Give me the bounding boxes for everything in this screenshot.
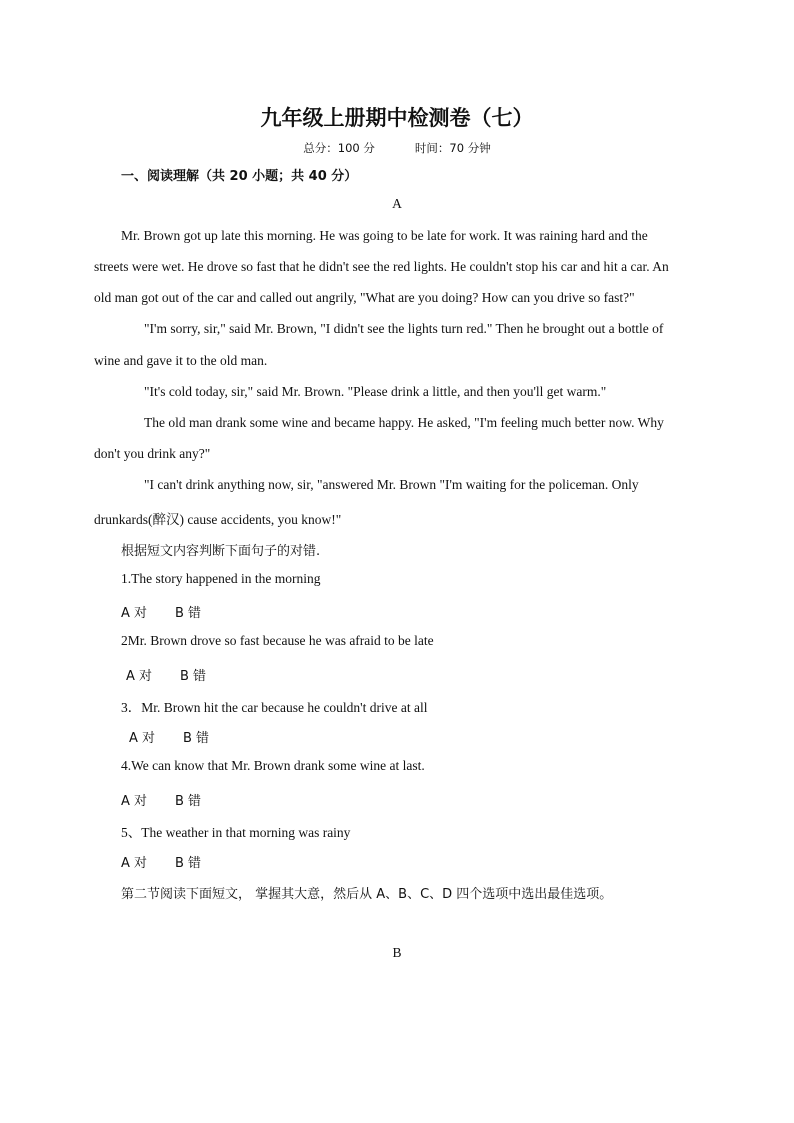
option-a[interactable]: A 对	[121, 856, 148, 871]
passage-line: The old man drank some wine and became happy. He asked, "I'm feeling much better now. Why	[144, 415, 664, 430]
passage-line: don't you drink any?"	[94, 446, 211, 461]
question-1: 1.The story happened in the morning	[121, 571, 321, 586]
question-4-options	[121, 790, 201, 809]
passage-a-label: A	[392, 196, 402, 211]
option-b[interactable]: B 错	[180, 669, 207, 684]
option-b[interactable]: B 错	[183, 731, 210, 746]
question-2-options	[126, 665, 206, 684]
option-a[interactable]: A 对	[126, 669, 153, 684]
exam-meta	[0, 140, 794, 156]
passage-line: Mr. Brown got up late this morning. He was going to be late for work. It was raining hard and the	[121, 228, 648, 243]
question-5: 5、The weather in that morning was rainy	[121, 825, 351, 840]
question-3-options	[129, 727, 209, 746]
passage-line: wine and gave it to the old man.	[94, 353, 268, 368]
time-limit: 时间：70 分钟	[414, 141, 491, 155]
question-4: 4.We can know that Mr. Brown drank some wine at last.	[121, 758, 425, 773]
passage-line: "It's cold today, sir," said Mr. Brown. "Please drink a little, and then you'll get warm."	[144, 384, 607, 399]
option-b[interactable]: B 错	[175, 856, 202, 871]
option-a[interactable]: A 对	[129, 731, 156, 746]
total-score: 总分：100 分	[303, 141, 375, 155]
option-b[interactable]: B 错	[175, 606, 202, 621]
option-a[interactable]: A 对	[121, 606, 148, 621]
question-2: 2Mr. Brown drove so fast because he was afraid to be late	[121, 633, 434, 648]
section-heading: 一、阅读理解（共 20 小题；共 40 分）	[121, 169, 358, 184]
passage-line: "I can't drink anything now, sir, "answered Mr. Brown "I'm waiting for the policeman. Only	[144, 477, 639, 492]
passage-line: drunkards(醉汉) cause accidents, you know!"	[94, 512, 342, 527]
question-5-options	[121, 852, 201, 871]
passage-line: old man got out of the car and called out angrily, "What are you doing? How can you drive so fast?"	[94, 290, 635, 305]
passage-line: streets were wet. He drove so fast that he didn't see the red lights. He couldn't stop his car and hit a car. An	[94, 259, 669, 274]
section2-instruction: 第二节阅读下面短文， 掌握其大意，然后从 A、B、C、D 四个选项中选出最佳选项。	[121, 887, 613, 902]
judgement-instruction: 根据短文内容判断下面句子的对错.	[121, 544, 321, 559]
option-a[interactable]: A 对	[121, 794, 148, 809]
passage-line: "I'm sorry, sir," said Mr. Brown, "I didn't see the lights turn red." Then he brought out a bottle of	[144, 321, 664, 336]
passage-b-label: B	[392, 945, 402, 960]
question-1-options	[121, 602, 201, 621]
exam-title: 九年级上册期中检测卷（七）	[260, 105, 534, 130]
question-3: 3．Mr. Brown hit the car because he couldn't drive at all	[121, 700, 428, 715]
option-b[interactable]: B 错	[175, 794, 202, 809]
